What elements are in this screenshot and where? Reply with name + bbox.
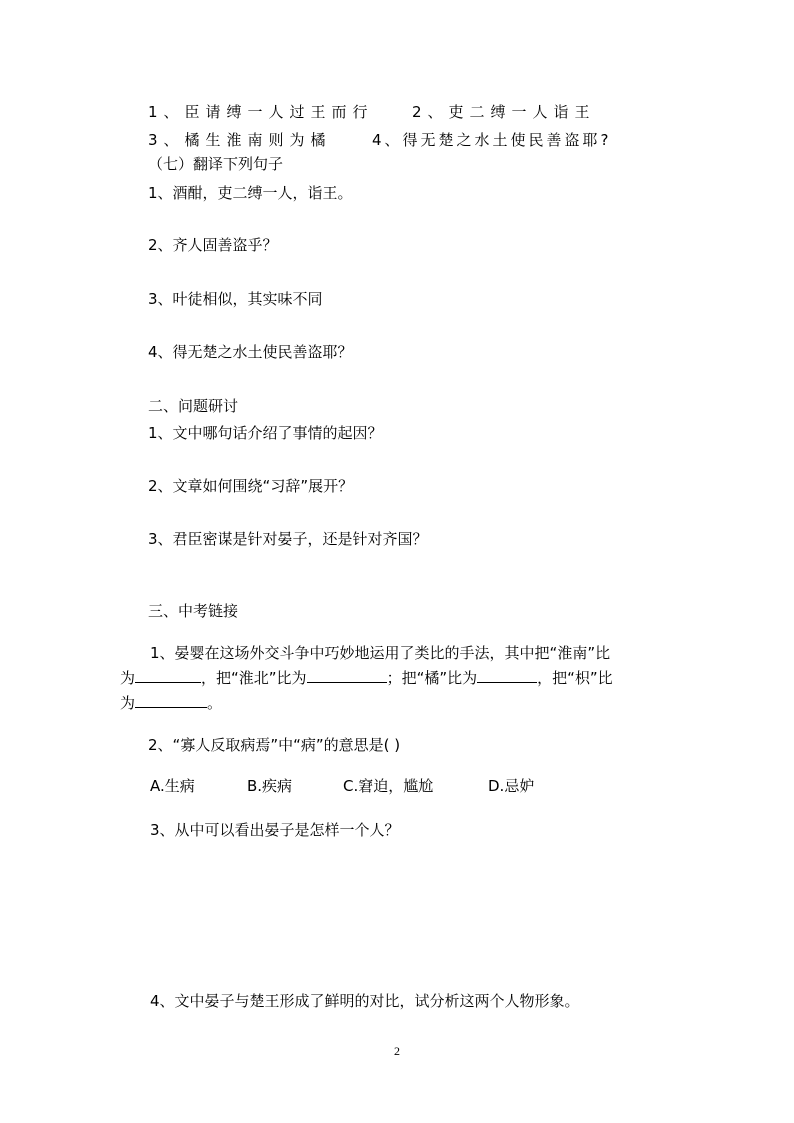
option-b[interactable]: B.疾病 [247,777,293,795]
translate-question-4: 4、得无楚之水土使民善盗耶？ [148,343,353,361]
answer-blank-2[interactable] [307,668,387,683]
option-a[interactable]: A.生病 [150,777,195,795]
exam-question-3: 3、从中可以看出晏子是怎样一个人？ [150,821,400,839]
exam-question-2: 2、“寡人反取病焉”中“病”的意思是( ) [148,736,401,754]
question-end: 。 [207,694,223,712]
page-number: 2 [394,1044,400,1058]
section-heading-translate: （七）翻译下列句子 [148,155,284,173]
discussion-question-1: 1、文中哪句话介绍了事情的起因？ [148,424,383,442]
vocab-item-2: 2、吏二缚一人诣王 [412,103,596,121]
question-text: ，把“枳”比 [537,669,613,687]
section-heading-exam: 三、中考链接 [148,602,239,620]
option-d[interactable]: D.忌妒 [488,777,535,795]
translate-question-2: 2、齐人固善盗乎？ [148,236,278,254]
vocab-item-4: 4、得无楚之水土使民善盗耶? [372,131,612,149]
translate-question-1: 1、酒酣，吏二缚一人，诣王。 [148,184,353,202]
vocab-item-1: 1、臣请缚一人过王而行 [148,103,374,121]
answer-blank-4[interactable] [135,693,207,708]
question-text: ；把“橘”比为 [386,669,478,687]
translate-question-3: 3、叶徒相似，其实味不同 [148,290,323,308]
exam-question-1-line-1: 1、晏婴在这场外交斗争中巧妙地运用了类比的手法，其中把“淮南”比 [150,644,611,662]
label-wei: 为 [120,694,136,712]
discussion-question-3: 3、君臣密谋是针对晏子，还是针对齐国？ [148,530,428,548]
discussion-question-2: 2、文章如何围绕“习辞”展开？ [148,477,354,495]
label-wei: 为 [120,669,136,687]
exam-question-1-line-3 [120,693,222,713]
answer-blank-1[interactable] [135,668,201,683]
option-c[interactable]: C.窘迫，尴尬 [343,777,434,795]
exam-question-4: 4、文中晏子与楚王形成了鲜明的对比，试分析这两个人物形象。 [150,992,580,1010]
vocab-item-3: 3、橘生淮南则为橘 [148,131,332,149]
exam-question-1-line-2 [120,668,613,688]
section-heading-discussion: 二、问题研讨 [148,397,239,415]
question-text: ，把“淮北”比为 [201,669,307,687]
answer-blank-3[interactable] [477,668,537,683]
